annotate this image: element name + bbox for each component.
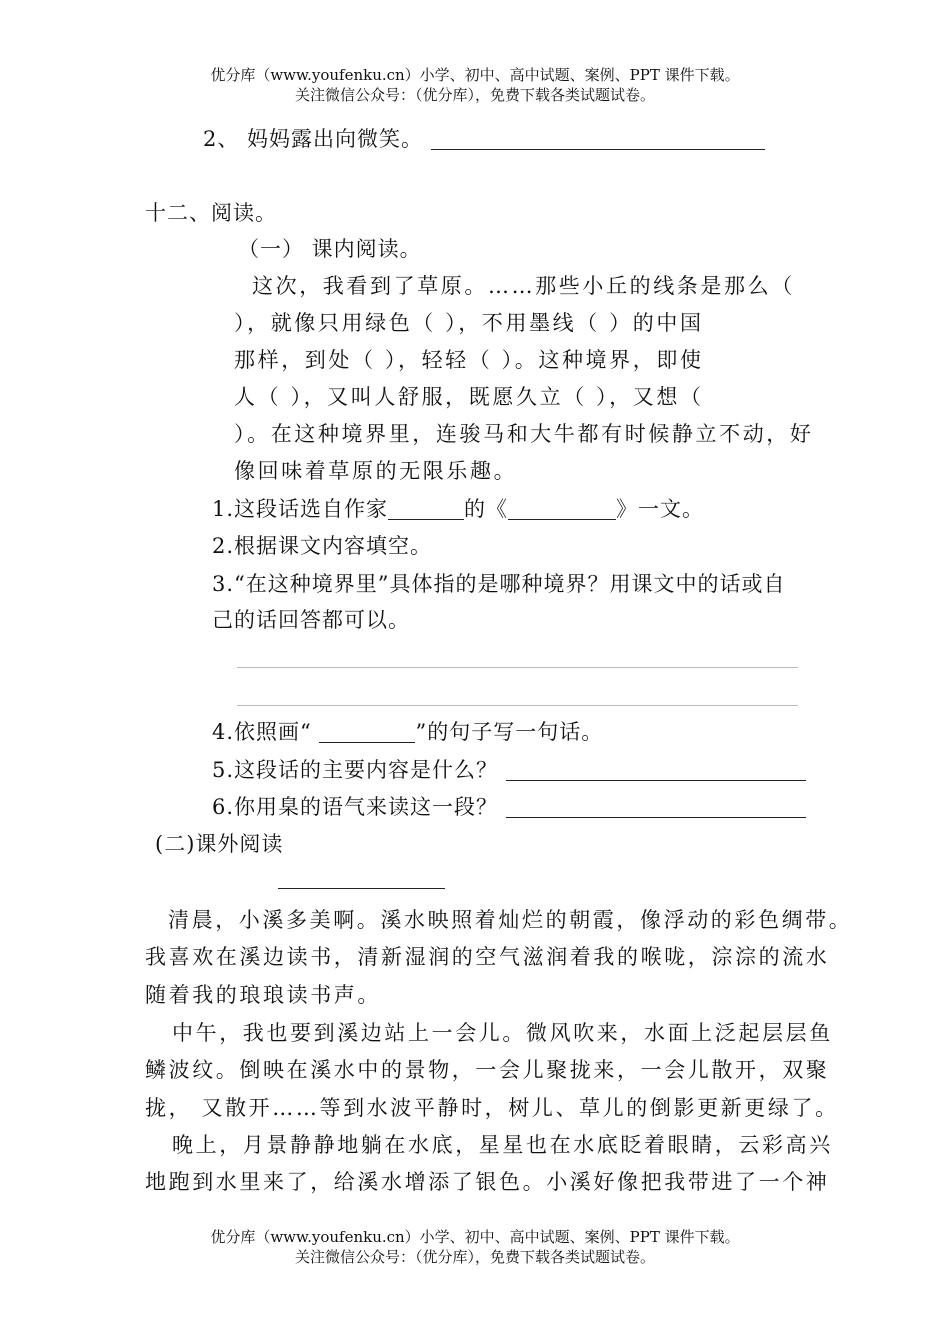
reading-2-line: 晚上，月景静静地躺在水底，星星也在水底眨着眼睛，云彩高兴 <box>172 1133 833 1157</box>
section-12-sub1: （一） 课内阅读。 <box>238 237 422 261</box>
reading-2-line: 拢， 又散开……等到水波平静时，树儿、草儿的倒影更新更绿了。 <box>145 1096 839 1120</box>
reading-2-line: 我喜欢在溪边读书，清新湿润的空气滋润着我的喉咙，淙淙的流水 <box>145 945 830 969</box>
item-2-text: 2、 妈妈露出向微笑。 <box>203 127 424 151</box>
title-blank[interactable] <box>508 499 616 520</box>
page-header-line1: 优分库（www.youfenku.cn）小学、初中、高中试题、案例、PPT 课件下载。 <box>210 66 740 84</box>
page-footer-line2: 关注微信公众号：（优分库），免费下载各类试题试卷。 <box>294 1248 655 1266</box>
question-5-text: 5.这段话的主要内容是什么？ <box>212 758 499 782</box>
author-blank[interactable] <box>388 499 464 520</box>
passage-line: ）。在这种境界里，连骏马和大牛都有时候静立不动，好 <box>234 422 814 446</box>
reading-2-line: 随着我的琅琅读书声。 <box>145 983 381 1007</box>
item-2-answer-blank[interactable] <box>431 129 765 150</box>
passage-line: 那样，到处（ ），轻轻（ ）。这种境界，即使 <box>234 348 704 372</box>
question-6-text: 6.你用臬的语气来读这一段？ <box>212 795 499 819</box>
passage-line: 像回味着草原的无限乐趣。 <box>234 459 518 483</box>
reading-2-title-blank[interactable] <box>278 888 445 889</box>
page-footer-line1: 优分库（www.youfenku.cn）小学、初中、高中试题、案例、PPT 课件下载。 <box>210 1228 740 1246</box>
question-3-line2: 己的话回答都可以。 <box>212 608 410 632</box>
question-4-text-b: ”的句子写一句话。 <box>415 720 604 744</box>
question-6-answer-blank[interactable] <box>506 797 806 818</box>
question-3-answer-line[interactable] <box>237 667 798 668</box>
question-5 <box>212 757 806 783</box>
section-12-sub2: (二)课外阅读 <box>155 832 284 856</box>
passage-line: 人（ ），又叫人舒服，既愿久立（ ），又想（ <box>234 385 704 409</box>
section-12-title: 十二、阅读。 <box>145 201 277 225</box>
question-5-answer-blank[interactable] <box>506 760 806 781</box>
question-1 <box>212 496 704 522</box>
question-4-text-a: 4.依照画“ <box>212 720 320 744</box>
question-1-text-a: 1.这段话选自作家 <box>212 497 389 521</box>
question-3-line1: 3.“在这种境界里”具体指的是哪种境界？用课文中的话或自 <box>212 572 786 596</box>
question-1-text-b: 的《 <box>464 497 509 521</box>
reading-2-line: 清晨，小溪多美啊。溪水映照着灿烂的朝霞，像浮动的彩色绸带。 <box>168 908 853 932</box>
question-1-text-c: 》一文。 <box>616 497 705 521</box>
reading-2-line: 中午，我也要到溪边站上一会儿。微风吹来，水面上泛起层层鱼 <box>172 1021 833 1045</box>
reading-2-line: 地跑到水里来了，给溪水增添了银色。小溪好像把我带进了一个神 <box>145 1170 830 1194</box>
question-6 <box>212 794 806 820</box>
passage-line: ），就像只用绿色（ ），不用墨线（ ）的中国 <box>234 311 704 335</box>
reading-2-line: 鳞波纹。倒映在溪水中的景物，一会儿聚拢来，一会儿散开，双聚 <box>145 1058 830 1082</box>
item-2 <box>203 126 765 152</box>
question-4 <box>212 719 603 745</box>
passage-line: 这次，我看到了草原。……那些小丘的线条是那么（ <box>252 274 795 298</box>
question-3-answer-line[interactable] <box>237 705 798 706</box>
question-2: 2.根据课文内容填空。 <box>212 534 433 558</box>
question-4-blank[interactable] <box>319 722 415 743</box>
page-header-line2: 关注微信公众号：（优分库），免费下载各类试题试卷。 <box>294 86 655 104</box>
